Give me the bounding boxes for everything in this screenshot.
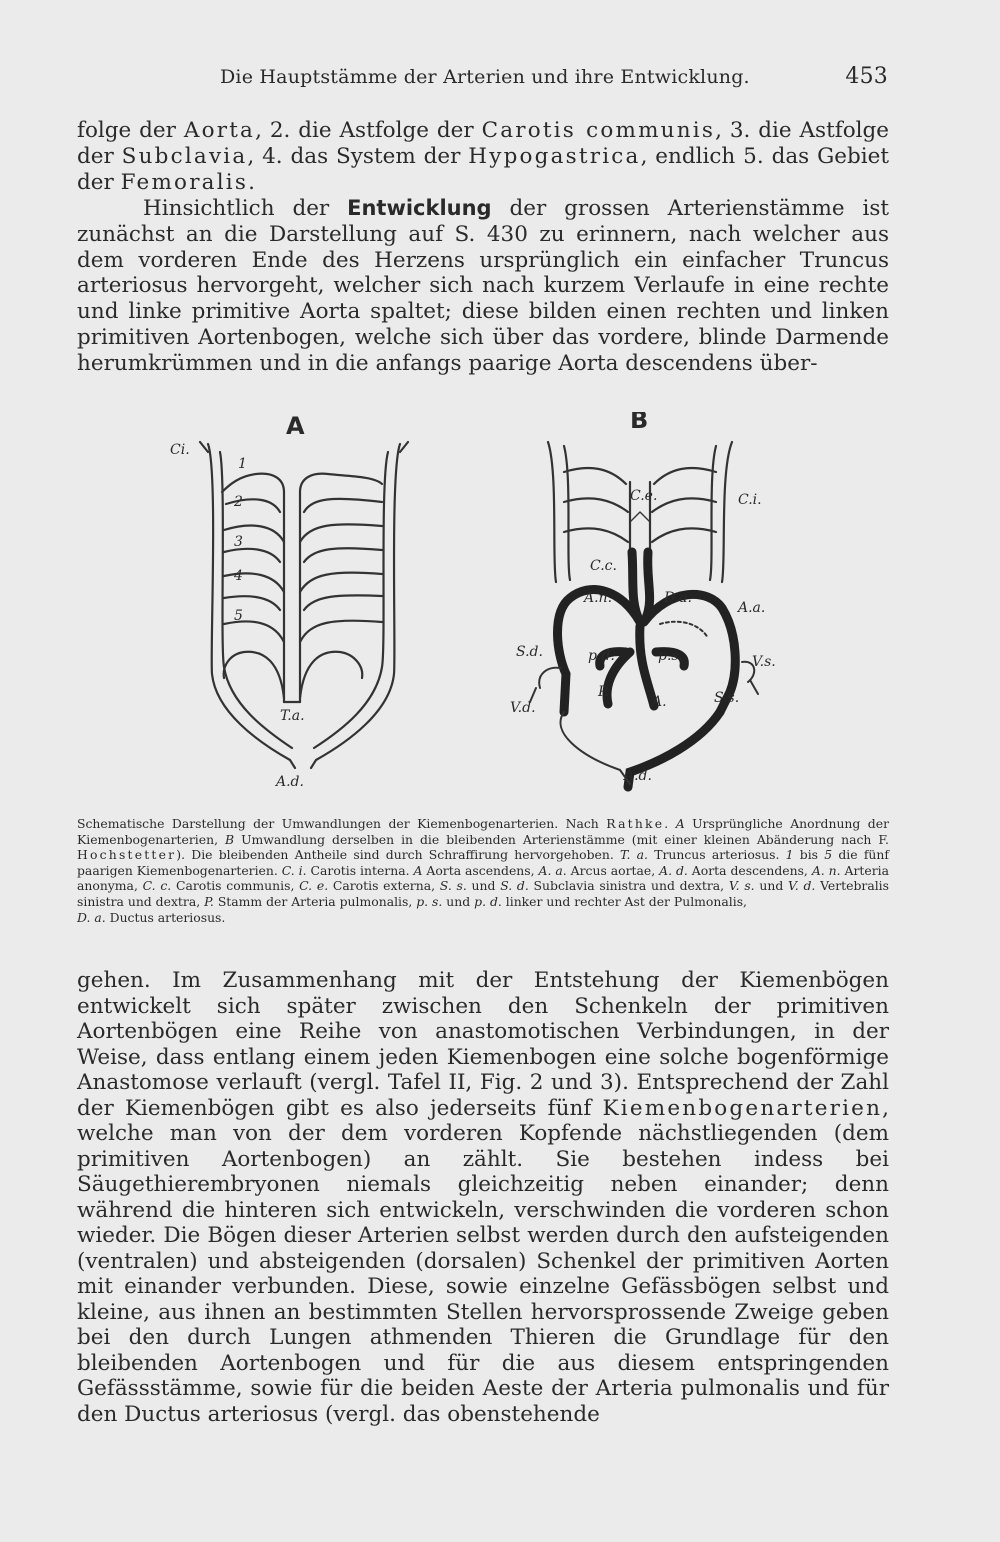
label-a-ad: A.d.	[276, 774, 304, 790]
body-text-top	[77, 118, 889, 377]
label-b-da: D.a.	[664, 590, 692, 606]
label-b-sd: S.d.	[516, 644, 543, 660]
label-a-ta: T.a.	[280, 708, 305, 724]
label-b-ad: A.d.	[624, 768, 652, 784]
label-b-ce: C.e.	[630, 488, 658, 504]
running-head-title: Die Hauptstämme der Arterien und ihre Entwicklung.	[220, 66, 750, 88]
label-a-5: 5	[234, 608, 243, 624]
label-b-ci: C.i.	[738, 492, 762, 508]
label-b-a: A.	[652, 694, 667, 710]
paragraph-2: Hinsichtlich der Entwicklung der grossen Arterienstämme ist zunächst an die Darstellung auf S. 430 zu erinnern, nach welcher aus dem vorderen Ende des Herzens ursprünglich ein einfacher Truncus arteriosus hervorgeht, welcher sich nach kurzem Verlaufe in eine rechte und linke primitive Aorta spaltet; diese bilden einen rechten und linken primitiven Aortenbogen, welche sich über das vordere, blinde Darmende herumkrümmen und in die anfangs paarige Aorta descendens über-	[77, 195, 889, 377]
figure-svg	[160, 412, 780, 807]
panel-a-inner-right-vessel	[314, 452, 388, 748]
panel-a-title: A	[286, 412, 305, 440]
label-a-2: 2	[234, 494, 243, 510]
panel-b-left-carotid	[548, 442, 570, 582]
label-b-ps: p.s.	[658, 648, 684, 664]
paragraph-1: folge der Aorta, 2. die Astfolge der Carotis communis, 3. die Astfolge der Subclavia, 4. das System der Hypogastrica, endlich 5. das Gebiet der Femoralis.	[77, 118, 889, 195]
panel-b-title: B	[630, 412, 649, 434]
panel-a-inner-left-vessel	[220, 452, 292, 748]
figure-aortic-arches	[160, 412, 780, 807]
page-number: 453	[845, 64, 888, 89]
label-a-1: 1	[238, 456, 247, 472]
figure-caption: Schematische Darstellung der Umwandlungen der Kiemenbogenarterien. Nach Rathke. A Ursprüngliche Anordnung der Kiemenbogenarterien, B Umwandlung derselben in die bleibenden Arterienstämme (mit einer kleinen Abänderung nach F. Hochstetter). Die bleibenden Antheile sind durch Schraffirung hervorgehoben. T. a. Truncus arteriosus. 1 bis 5 die fünf paarigen Kiemenbogenarterien. C. i. Carotis interna. A Aorta ascendens, A. a. Arcus aortae, A. d. Aorta descendens, A. n. Arteria anonyma, C. c. Carotis communis, C. e. Carotis externa, S. s. und S. d. Subclavia sinistra und dextra, V. s. und V. d. Vertebralis sinistra und dextra, P. Stamm der Arteria pulmonalis, p. s. und p. d. linker und rechter Ast der Pulmonalis, D. a. Ductus arteriosus.	[77, 816, 890, 925]
label-a-4: 4	[234, 568, 243, 584]
label-b-ss: S.s.	[714, 690, 740, 706]
paragraph-3: gehen. Im Zusammenhang mit der Entstehung der Kiemenbögen entwickelt sich später zwischen den Schenkeln der primitiven Aortenbögen eine Reihe von anastomotischen Verbindungen, in der Weise, dass entlang einem jeden Kiemenbogen eine solche bogenförmige Anastomose verlauft (vergl. Tafel II, Fig. 2 und 3). Entsprechend der Zahl der Kiemenbögen gibt es also jederseits fünf Kiemenbogenarterien, welche man von der dem vorderen Kopfende nächstliegenden (dem primitiven Aortenbogen) an zählt. Sie bestehen indess bei Säugethierembryonen niemals gleichzeitig neben einander; denn während die hinteren sich entwickeln, verschwinden die vorderen schon wieder. Die Bögen dieser Arterien selbst werden durch den aufsteigenden (ventralen) und absteigenden (dorsalen) Schenkel der primitiven Aorten mit einander verbunden. Diese, sowie einzelne Gefässbögen selbst und kleine, aus ihnen an bestimmten Stellen hervorsprossende Zweige geben bei den durch Lungen athmenden Thieren die Grundlage für den bleibenden Aortenbogen und für die aus diesem entspringenden Gefässstämme, sowie für die beiden Aeste der Arteria pulmonalis und für den Ductus arteriosus (vergl. das obenstehende	[77, 968, 889, 1427]
caption-last-line: D. a. Ductus arteriosus.	[77, 909, 226, 925]
panel-b-right-carotid	[710, 442, 732, 582]
label-b-aa: A.a.	[738, 600, 766, 616]
label-b-vs: V.s.	[752, 654, 776, 670]
label-b-an: A.n.	[584, 590, 613, 606]
body-text-bottom	[77, 968, 889, 1427]
panel-a-outer-right-vessel	[311, 444, 400, 768]
label-a-3: 3	[234, 534, 243, 550]
label-b-vd: V.d.	[510, 700, 536, 716]
label-b-pd: p.d.	[588, 648, 615, 664]
label-b-cc: C.c.	[590, 558, 617, 574]
label-a-ci: Ci.	[170, 442, 190, 458]
label-b-p: P.	[598, 684, 610, 700]
